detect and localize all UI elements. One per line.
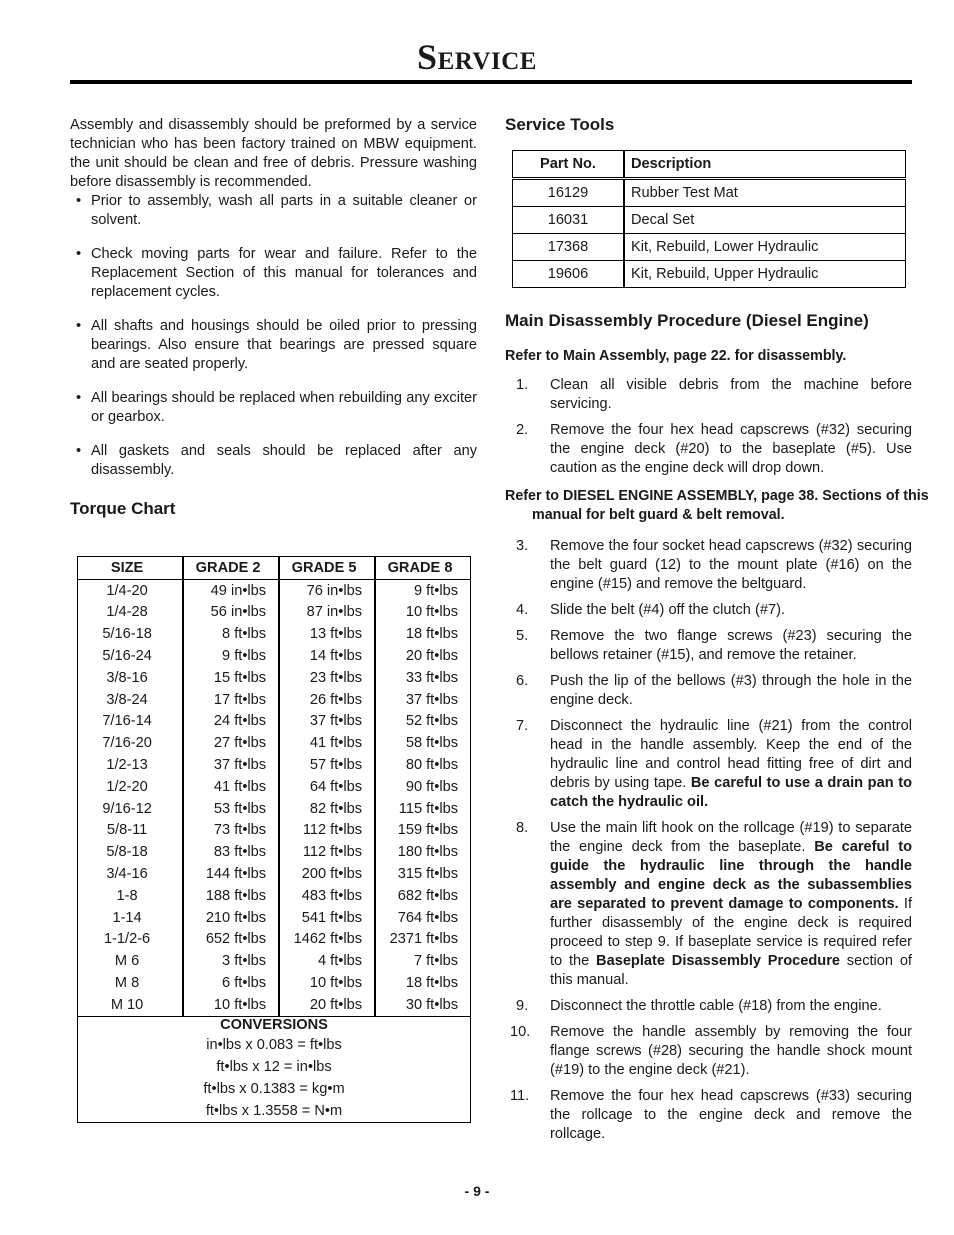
conversion-item: in•lbs x 0.083 = ft•lbs [78,1034,471,1056]
procedure-step: 7. Disconnect the hydraulic line (#21) from the control head in the handle assembly. Keep the end of the hydraulic line and control head fitting free of dirt and debris by using tape. Be careful to use a drain pan to catch the hydraulic oil. [516,718,912,810]
torque-value-cell: 6 ft•lbs [183,972,279,994]
step-text: Disconnect the throttle cable (#18) from the engine. [550,998,882,1014]
title-rule [70,80,912,84]
part-description-cell: Kit, Rebuild, Upper Hydraulic [624,261,906,288]
torque-row [78,994,471,1016]
part-number-cell: 17368 [513,234,625,261]
part-description-cell: Kit, Rebuild, Lower Hydraulic [624,234,906,261]
step-text: Remove the four socket head capscrews (#32) securing the belt guard (12) to the mount plate (#16) on the engine (#15) and remove the beltguard. [550,538,912,592]
step-reference: Baseplate Disassembly Procedure [596,953,840,969]
conversion-item: ft•lbs x 0.1383 = kg•m [78,1078,471,1100]
main-disassembly-heading: Main Disassembly Procedure (Diesel Engine) [505,311,869,330]
torque-value-cell: 33 ft•lbs [375,667,470,689]
torque-value-cell: 13 ft•lbs [279,623,375,645]
step-text: Use the main lift hook on the rollcage (#19) to separate the engine deck from the baseplate. [550,820,912,855]
torque-size-cell: 3/4-16 [78,863,184,885]
step-number: 1. [516,377,529,393]
step-text: Disconnect the hydraulic line (#21) from the control head in the handle assembly. Keep the end of the hydraulic line and control head fitting free of dirt and debris by using tape. [550,718,912,791]
step-text: Clean all visible debris from the machine before servicing. [550,377,912,412]
part-description-cell: Rubber Test Mat [624,179,906,207]
torque-row [78,776,471,798]
torque-value-cell: 483 ft•lbs [279,885,375,907]
torque-size-cell: 1-8 [78,885,184,907]
procedure-steps-b [505,537,912,1144]
procedure-step: 9. Disconnect the throttle cable (#18) from the engine. [516,998,882,1014]
procedure-steps-a [505,376,912,478]
torque-row [78,798,471,820]
torque-value-cell: 112 ft•lbs [279,820,375,842]
torque-row [78,841,471,863]
page-number: - 9 - [464,1183,490,1199]
torque-value-cell: 15 ft•lbs [183,667,279,689]
procedure-step: 8. Use the main lift hook on the rollcage (#19) to separate the engine deck from the baseplate. Be careful to guide the hydraulic line through the handle assembly and engine deck as the subassemblies are separated to prevent damage to components. If further disassembly of the engine deck is required proceed to step 9. If baseplate service is required refer to the Baseplate Disassembly Procedure section of this manual. [516,820,913,988]
torque-value-cell: 64 ft•lbs [279,776,375,798]
bullet-item: • Check moving parts for wear and failure. Refer to the Replacement Section of this manual for tolerances and replacement cycles. [70,245,477,302]
torque-value-cell: 9 ft•lbs [183,645,279,667]
torque-body [78,579,471,1016]
torque-value-cell: 83 ft•lbs [183,841,279,863]
tools-header-row [513,151,906,179]
torque-value-cell: 87 in•lbs [279,602,375,624]
torque-value-cell: 315 ft•lbs [375,863,470,885]
torque-value-cell: 1462 ft•lbs [279,929,375,951]
col-part-no: Part No. [513,151,625,179]
step-warning: Be careful to use a drain pan to catch the hydraulic oil. [550,775,912,810]
tools-body [513,179,906,288]
torque-value-cell: 2371 ft•lbs [375,929,470,951]
tools-row [513,179,906,207]
torque-value-cell: 20 ft•lbs [279,994,375,1016]
step-text: Push the lip of the bellows (#3) through the hole in the engine deck. [550,673,912,708]
torque-value-cell: 10 ft•lbs [375,602,470,624]
torque-size-cell: 1/2-13 [78,754,184,776]
torque-size-cell: 1/4-20 [78,579,184,601]
torque-value-cell: 90 ft•lbs [375,776,470,798]
torque-value-cell: 764 ft•lbs [375,907,470,929]
torque-value-cell: 30 ft•lbs [375,994,470,1016]
procedure-step: 3. Remove the four socket head capscrews (#32) securing the belt guard (12) to the mount plate (#16) on the engine (#15) and remove the beltguard. [516,538,912,592]
torque-value-cell: 18 ft•lbs [375,623,470,645]
torque-value-cell: 41 ft•lbs [279,732,375,754]
bullet-item: • Prior to assembly, wash all parts in a suitable cleaner or solvent. [70,192,477,230]
col-grade-2: GRADE 2 [183,557,279,580]
page-title: Service [417,37,537,77]
step-text: Slide the belt (#4) off the clutch (#7). [550,602,785,618]
procedure-part-1 [505,347,912,485]
procedure-note-main-assembly: Refer to Main Assembly, page 22. for disassembly. [505,348,847,364]
torque-value-cell: 37 ft•lbs [279,711,375,733]
procedure-note-diesel-engine: Refer to DIESEL ENGINE ASSEMBLY, page 38. Sections of this manual for belt guard & belt removal. [505,488,929,523]
torque-value-cell: 159 ft•lbs [375,820,470,842]
torque-value-cell: 23 ft•lbs [279,667,375,689]
torque-value-cell: 82 ft•lbs [279,798,375,820]
torque-value-cell: 188 ft•lbs [183,885,279,907]
procedure-step [505,376,912,414]
torque-value-cell: 200 ft•lbs [279,863,375,885]
torque-value-cell: 4 ft•lbs [279,950,375,972]
step-text: If further disassembly of the engine deck is required proceed to step 9. If baseplate service is required refer to the [550,896,913,969]
torque-size-cell: 3/8-24 [78,689,184,711]
step-text: Remove the two flange screws (#23) securing the bellows retainer (#15), and remove the retainer. [550,628,912,663]
torque-value-cell: 3 ft•lbs [183,950,279,972]
procedure-step: 6. Push the lip of the bellows (#3) through the hole in the engine deck. [516,673,912,708]
torque-row [78,754,471,776]
torque-row [78,689,471,711]
torque-size-cell: M 6 [78,950,184,972]
torque-value-cell: 682 ft•lbs [375,885,470,907]
part-number-cell: 19606 [513,261,625,288]
torque-size-cell: 1/2-20 [78,776,184,798]
torque-value-cell: 27 ft•lbs [183,732,279,754]
torque-size-cell: M 8 [78,972,184,994]
torque-size-cell: 5/8-11 [78,820,184,842]
procedure-step: 4. Slide the belt (#4) off the clutch (#7). [516,602,785,618]
torque-row [78,820,471,842]
step-text: Remove the four hex head capscrews (#33) securing the rollcage to the engine deck and remove the rollcage. [550,1088,912,1142]
torque-size-cell: 1-1/2-6 [78,929,184,951]
torque-size-cell: 5/16-18 [78,623,184,645]
left-column [70,116,477,495]
col-description: Description [624,151,906,179]
torque-value-cell: 10 ft•lbs [183,994,279,1016]
torque-table [77,556,471,1123]
torque-value-cell: 541 ft•lbs [279,907,375,929]
torque-row [78,885,471,907]
torque-row [78,579,471,601]
torque-value-cell: 10 ft•lbs [279,972,375,994]
torque-row [78,732,471,754]
tools-row [513,234,906,261]
conversions-heading: CONVERSIONS [78,1016,471,1034]
step-text: Remove the four hex head capscrews (#32) securing the engine deck (#20) to the baseplate (#5). Use caution as the engine deck will drop down. [550,422,912,476]
part-number-cell: 16031 [513,207,625,234]
bullet-item: • All gaskets and seals should be replaced after any disassembly. [70,442,477,480]
torque-value-cell: 53 ft•lbs [183,798,279,820]
bullet-item: • All bearings should be replaced when rebuilding any exciter or gearbox. [70,389,477,427]
torque-value-cell: 26 ft•lbs [279,689,375,711]
torque-value-cell: 210 ft•lbs [183,907,279,929]
torque-value-cell: 56 in•lbs [183,602,279,624]
torque-value-cell: 180 ft•lbs [375,841,470,863]
torque-row [78,950,471,972]
step-text: section of this manual. [550,953,912,988]
procedure-step: 10. Remove the handle assembly by removing the four flange screws (#28) securing the handle shock mount (#19) to the engine deck (#21). [510,1024,912,1078]
torque-size-cell: 5/16-24 [78,645,184,667]
col-size: SIZE [78,557,184,580]
part-description-cell: Decal Set [624,207,906,234]
torque-value-cell: 115 ft•lbs [375,798,470,820]
torque-value-cell: 144 ft•lbs [183,863,279,885]
procedure-step: 5. Remove the two flange screws (#23) securing the bellows retainer (#15), and remove the retainer. [516,628,912,663]
torque-value-cell: 37 ft•lbs [375,689,470,711]
torque-row [78,623,471,645]
step-number: 2. [516,422,529,438]
torque-size-cell: 7/16-14 [78,711,184,733]
torque-value-cell: 18 ft•lbs [375,972,470,994]
procedure-step: 11. Remove the four hex head capscrews (#33) securing the rollcage to the engine deck and remove the rollcage. [510,1088,912,1142]
torque-row [78,907,471,929]
torque-row [78,972,471,994]
torque-size-cell: 3/8-16 [78,667,184,689]
torque-value-cell: 80 ft•lbs [375,754,470,776]
service-tools-heading: Service Tools [505,115,615,134]
procedure-step [505,421,912,478]
torque-value-cell: 57 ft•lbs [279,754,375,776]
bullet-item: • All shafts and housings should be oiled prior to pressing bearings. Also ensure that bearings are pressed square and are seated properly. [70,317,477,374]
torque-row [78,863,471,885]
torque-size-cell: 1-14 [78,907,184,929]
torque-row [78,645,471,667]
torque-value-cell: 52 ft•lbs [375,711,470,733]
torque-value-cell: 14 ft•lbs [279,645,375,667]
torque-value-cell: 20 ft•lbs [375,645,470,667]
part-number-cell: 16129 [513,179,625,207]
torque-size-cell: 9/16-12 [78,798,184,820]
torque-value-cell: 73 ft•lbs [183,820,279,842]
torque-size-cell: 5/8-18 [78,841,184,863]
torque-chart-heading: Torque Chart [70,499,176,518]
torque-value-cell: 49 in•lbs [183,579,279,601]
tools-row [513,261,906,288]
torque-value-cell: 9 ft•lbs [375,579,470,601]
torque-size-cell: 7/16-20 [78,732,184,754]
torque-value-cell: 24 ft•lbs [183,711,279,733]
torque-value-cell: 58 ft•lbs [375,732,470,754]
torque-value-cell: 76 in•lbs [279,579,375,601]
torque-row [78,929,471,951]
torque-value-cell: 17 ft•lbs [183,689,279,711]
torque-header-row [78,557,471,580]
conversions-body [78,1016,471,1122]
torque-size-cell: M 10 [78,994,184,1016]
torque-row [78,711,471,733]
col-grade-5: GRADE 5 [279,557,375,580]
torque-value-cell: 112 ft•lbs [279,841,375,863]
conversion-item: ft•lbs x 12 = in•lbs [78,1056,471,1078]
conversion-item: ft•lbs x 1.3558 = N•m [78,1100,471,1123]
torque-value-cell: 7 ft•lbs [375,950,470,972]
prep-bullet-list [70,192,477,480]
torque-value-cell: 41 ft•lbs [183,776,279,798]
torque-row [78,667,471,689]
procedure-part-2 [505,537,912,1151]
torque-row [78,602,471,624]
step-text: Remove the handle assembly by removing the four flange screws (#28) securing the handle shock mount (#19) to the engine deck (#21). [550,1024,912,1078]
step-warning: Be careful to guide the hydraulic line through the handle assembly and engine deck as the subassemblies are separated to prevent damage to components. [550,839,912,912]
tools-row [513,207,906,234]
torque-value-cell: 37 ft•lbs [183,754,279,776]
col-grade-8: GRADE 8 [375,557,470,580]
service-tools-table [512,150,906,288]
intro-paragraph: Assembly and disassembly should be preformed by a service technician who has been factory trained on MBW equipment. the unit should be clean and free of debris. Pressure washing before disassembly is recommended. [70,117,477,190]
torque-value-cell: 8 ft•lbs [183,623,279,645]
torque-size-cell: 1/4-28 [78,602,184,624]
torque-value-cell: 652 ft•lbs [183,929,279,951]
